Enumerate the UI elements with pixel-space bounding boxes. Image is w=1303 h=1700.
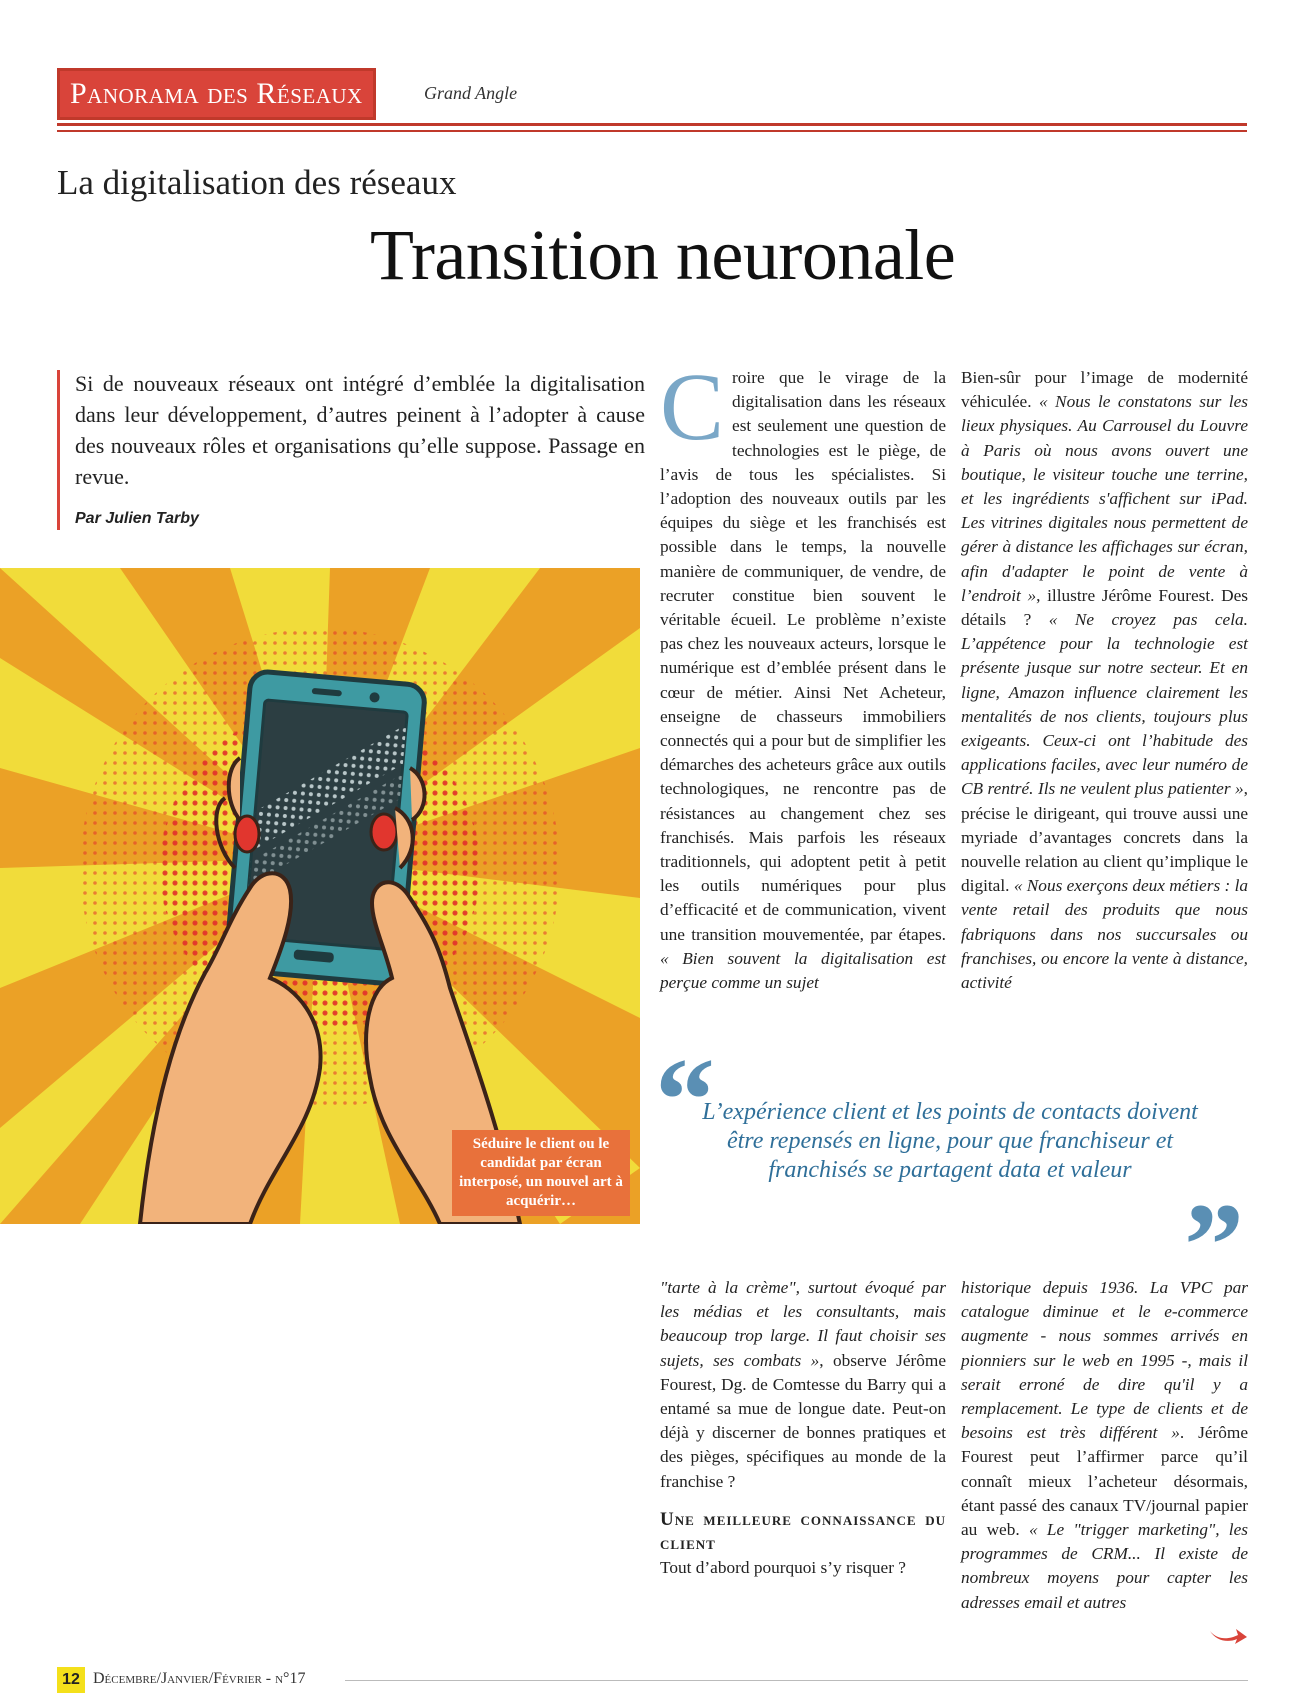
pull-quote: L’expérience client et les points de contacts doivent être repensés en ligne, pour que franchiseur et franchisés se partagent data et valeur: [702, 1099, 1198, 1183]
quote-open-icon: “: [655, 1033, 715, 1166]
col2-italic-d: « Ne croyez pas cela. L’appétence pour la technologie est présente jusque sur notre secteur. Et en ligne, Amazon influence clairement les mentalités de nos clients, toujours plus exigeants. Ceux-ci ont l’habitude des applications faciles, avec leur numéro de CB rentré. Ils ne veulent plus patienter »: [961, 610, 1248, 799]
intro-accent-bar: [57, 370, 60, 530]
subsection-label: Grand Angle: [424, 83, 518, 103]
article-kicker: La digitalisation des réseaux: [57, 163, 457, 202]
col4-italic-a: historique depuis 1936. La VPC par catalogue diminue et le e-commerce augmente - nous sommes arrivés en pionniers sur le web en 1995 -, mais il serait erroné de dire qu'il y a remplacement. Le type de clients et de besoins est très différent »: [961, 1278, 1248, 1443]
col2-italic-f: « Nous exerçons deux métiers : la vente retail des produits que nous fabriquons dans nos succursales ou franchises, ou encore la vente à distance, activité: [961, 876, 1249, 993]
col3-after-text: Tout d’abord pourquoi s’y risquer ?: [660, 1557, 906, 1577]
body-column-3: [660, 1276, 946, 1580]
footer-rule: [345, 1680, 1248, 1681]
header-rule-secondary: [57, 130, 1247, 132]
article-title: Transition neuronale: [370, 215, 956, 295]
issue-label: Décembre/Janvier/Février - n°17: [93, 1670, 306, 1687]
col4-italic-c: « Le "trigger marketing", les programmes de CRM... Il existe de nombreux moyens pour capter les adresses email et autres: [961, 1520, 1248, 1612]
section-subhead: Une meilleure connaissance du client: [660, 1508, 946, 1554]
section-label: Panorama des Réseaux: [70, 77, 363, 110]
col2-text-c: , illustre Jérôme Fourest. Des détails ?: [961, 585, 1249, 630]
col2-text-a: Bien-sûr pour l’image de modernité véhiculée.: [961, 368, 1248, 412]
body-column-4: [961, 1276, 1248, 1615]
header-rule: [57, 123, 1247, 126]
col3-text: , observe Jérôme Fourest, Dg. de Comtesse du Barry qui a entamé sa mue de longue date. Peut-on déjà y discerner de bonnes pratiques et des pièges, spécifiques au monde de la franchise ?: [660, 1350, 946, 1491]
col1-text: roire que le virage de la digitalisation dans les réseaux est seulement une question de technologies est le piège, de l’avis de tous les spécialistes. Si l’adoption des nouveaux outils par les équipes du siège et les franchisés est possible dans le temps, la nouvelle manière de communiquer, de vendre, de recruter constitue bien souvent le véritable écueil. Le problème n’existe pas chez les nouveaux acteurs, lorsque le numérique est d’emblée présent dans le cœur de métier. Ainsi Net Acheteur, enseigne de chasseurs immobiliers connectés qui a pour but de simplifier les démarches des acheteurs grâce aux outils technologiques, ne rencontre pas de résistances au changement chez ses franchisés. Mais parfois les réseaux traditionnels, qui adoptent petit à petit les outils numériques pour plus d’efficacité et de communication, vivent une transition mouvementée, par étapes.: [660, 368, 946, 944]
drop-cap: C: [660, 353, 725, 460]
image-caption: Séduire le client ou le candidat par écran interposé, un nouvel art à acquérir…: [452, 1130, 630, 1216]
body-column-1: [660, 353, 946, 995]
col4-text-b: . Jérôme Fourest peut l’affirmer parce qu’il connaît mieux l’acheteur désormais, étant passé des canaux TV/journal papier au web.: [961, 1423, 1248, 1540]
col2-text-e: , précise le dirigeant, qui trouve aussi une myriade d’avantages concrets dans la nouvelle relation au client qu’implique le digital.: [961, 779, 1248, 896]
section-tag: [57, 68, 376, 120]
page-number: 12: [57, 1667, 85, 1693]
col3-italic: "tarte à la crème", surtout évoqué par les médias et les consultants, mais beaucoup trop large. Il faut choisir ses sujets, ses combats »: [660, 1278, 946, 1370]
col1-italic: « Bien souvent la digitalisation est perçue comme un sujet: [660, 948, 946, 993]
arrow-continue-icon: [1208, 1625, 1248, 1645]
article-intro: Si de nouveaux réseaux ont intégré d’emblée la digitalisation dans leur développement, d’autres peinent à l’adopter à cause des nouveaux rôles et organisations qu’elle suppose. Passage en revue.: [75, 371, 645, 489]
pop-art-phone-illustration: [0, 568, 640, 1224]
article-byline: Par Julien Tarby: [75, 510, 199, 527]
quote-close-icon: ”: [1184, 1178, 1244, 1311]
col2-italic-b: « Nous le constatons sur les lieux physiques. Au Carrousel du Louvre à Paris où nous avons ouvert une boutique, le visiteur touche une terrine, et les ingrédients s'affichent sur iPad. Les vitrines digitales nous permettent de gérer à distance les affichages sur écran, afin d'adapter le point de vente à l’endroit »: [961, 392, 1248, 605]
body-column-2: [961, 366, 1248, 995]
